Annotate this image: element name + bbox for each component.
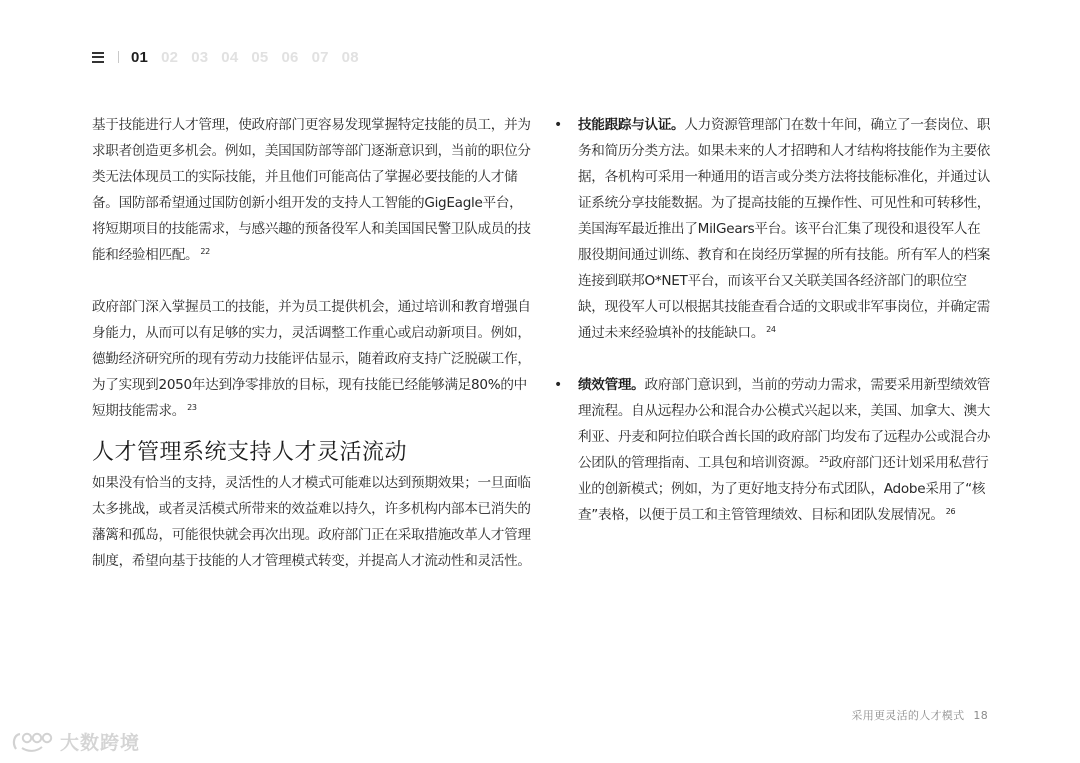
nav-divider (118, 51, 119, 63)
footnote-ref: 24 (766, 325, 776, 334)
footnote-ref: 26 (945, 507, 956, 516)
bullet-item (554, 372, 993, 528)
section-nav (92, 48, 372, 66)
bullet-body: 政府部门意识到，当前的劳动力需求，需要采用新型绩效管理流程。自从远程办公和混合办公模式兴起以来，美国、加拿大、澳大利亚、丹麦和阿拉伯联合酋长国的政府部门均发布了远程办公或混合办公团队的管理指南、工具包和培训资源。 (578, 377, 991, 471)
paragraph: 如果没有恰当的支持，灵活性的人才模式可能难以达到预期效果；一旦面临太多挑战，或者灵活模式所带来的效益难以持久，许多机构内部本已消失的藩篱和孤岛，可能很快就会再次出现。政府部门正在采取措施改革人才管理制度，希望向基于技能的人才管理模式转变，并提高人才流动性和灵活性。 (92, 475, 531, 569)
bullet-title: 绩效管理。 (578, 377, 645, 393)
paragraph-text: 政府部门深入掌握员工的技能，并为员工提供机会，通过培训和教育增强自身能力，从而可以有足够的实力，灵活调整工作重心或启动新项目。例如，德勤经济研究所的现有劳动力技能评估显示，随着政府支持广泛脱碳工作，为了实现到2050年达到净零排放的目标，现有技能已经能够满足80%的中短期技能需求。 (92, 299, 531, 419)
bullet-icon: • (554, 377, 562, 393)
paragraph-text: 基于技能进行人才管理，使政府部门更容易发现掌握特定技能的员工，并为求职者创造更多机会。例如，美国国防部等部门逐渐意识到，当前的职位分类无法体现员工的实际技能，并且他们可能高估了掌握必要技能的人才储备。国防部希望通过国防创新小组开发的支持人工智能的GigEagle平台，将短期项目的技能需求，与感兴趣的预备役军人和美国国民警卫队成员的技能和经验相匹配。 (92, 117, 531, 263)
menu-icon[interactable] (92, 52, 104, 63)
paragraph (92, 294, 532, 424)
right-column (554, 112, 993, 528)
watermark-text: 大数跨境 (60, 732, 141, 754)
footnote-ref: 25 (819, 455, 829, 464)
watermark (10, 728, 140, 755)
nav-page-07[interactable]: 07 (311, 48, 329, 66)
nav-page-01[interactable]: 01 (131, 48, 149, 66)
footnote-ref: 23 (187, 403, 197, 412)
bullet-text (578, 372, 993, 528)
nav-page-05[interactable]: 05 (251, 48, 269, 66)
bullet-body: 人力资源管理部门在数十年间，确立了一套岗位、职务和简历分类方法。如果未来的人才招聘和人才结构将技能作为主要依据，各机构可采用一种通用的语言或分类方法将技能标准化，并通过认证系统分享技能数据。为了提高技能的互操作性、可见性和可转移性，美国海军最近推出了MilGears平台。该平台汇集了现役和退役军人在服役期间通过训练、教育和在岗经历掌握的所有技能。所有军人的档案连接到联邦O*NET平台，而该平台又关联美国各经济部门的职位空缺，现役军人可以根据其技能查看合适的文职或非军事岗位，并确定需通过未来经验填补的技能缺口。 (578, 117, 991, 341)
nav-page-08[interactable]: 08 (341, 48, 359, 66)
watermark-logo-icon (10, 729, 56, 755)
bullet-icon: • (554, 117, 562, 133)
footer-title: 采用更灵活的人才模式 (851, 709, 965, 722)
nav-page-06[interactable]: 06 (281, 48, 299, 66)
page-footer (851, 707, 988, 723)
paragraph (92, 112, 532, 268)
page-number: 18 (973, 709, 988, 722)
left-column (92, 112, 532, 574)
bullet-text (578, 112, 993, 346)
section-heading: 人才管理系统支持人才灵活流动 (92, 440, 408, 465)
bullet-title: 技能跟踪与认证。 (578, 117, 685, 133)
bullet-body: 政府部门还计划采用私营行业的创新模式；例如，为了更好地支持分布式团队，Adobe采用了“核查”表格，以便于员工和主管管理绩效、目标和团队发展情况。 (578, 455, 989, 523)
nav-page-03[interactable]: 03 (191, 48, 209, 66)
nav-page-02[interactable]: 02 (161, 48, 179, 66)
nav-page-04[interactable]: 04 (221, 48, 239, 66)
footnote-ref: 22 (200, 247, 210, 256)
bullet-item (554, 112, 993, 346)
